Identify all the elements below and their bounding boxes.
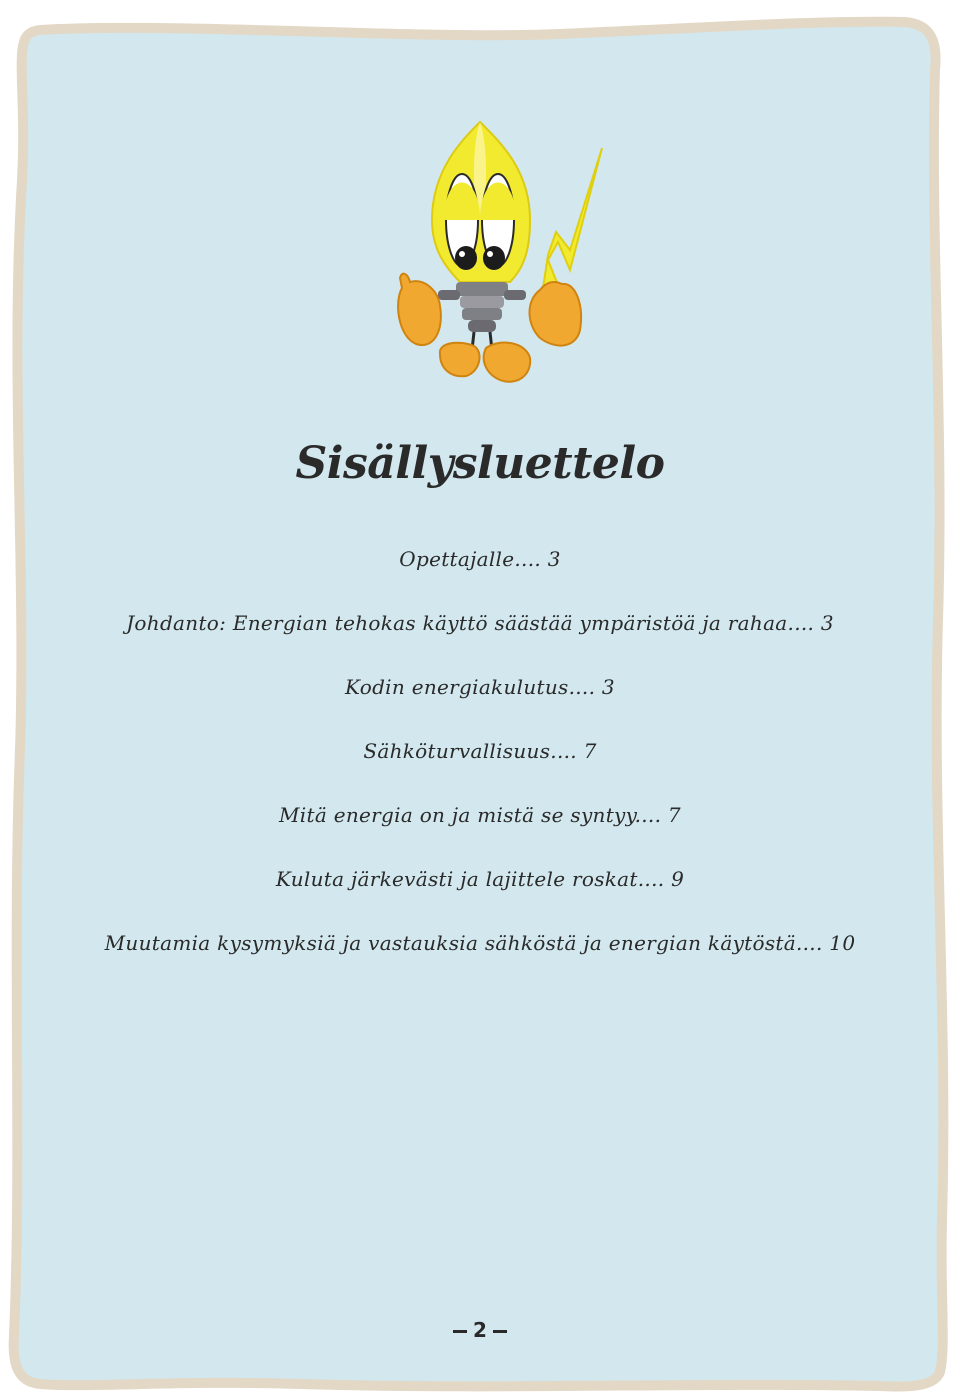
toc-item[interactable] <box>0 799 960 863</box>
page-title: Sisällysluettelo <box>295 438 665 489</box>
toc-item[interactable] <box>0 671 960 735</box>
toc-item-page: 7 <box>583 739 597 763</box>
dash-right-icon <box>493 1330 507 1333</box>
toc-item-dots: .... <box>550 739 577 763</box>
toc-item-label: Muutamia kysymyksiä ja vastauksia sähköstä ja energian käytöstä <box>104 931 796 955</box>
toc-item-dots: .... <box>787 611 815 635</box>
toc-item-label: Johdanto: Energian tehokas käyttö säästää ympäristöä ja rahaa <box>126 611 788 635</box>
lightbulb-mascot-icon <box>380 110 620 410</box>
toc-item-label: Kodin energiakulutus <box>345 675 569 699</box>
toc-item[interactable] <box>0 863 960 927</box>
toc-item-dots: .... <box>568 675 596 699</box>
toc-item-page: 3 <box>820 611 834 635</box>
toc-item[interactable] <box>0 543 960 607</box>
page-number <box>0 1318 960 1342</box>
toc-item-page: 7 <box>667 803 681 827</box>
toc-item-label: Sähköturvallisuus <box>363 739 551 763</box>
toc-item-page: 3 <box>547 547 561 571</box>
toc-item-page: 3 <box>601 675 615 699</box>
toc-item-page: 10 <box>829 931 856 955</box>
toc-item-dots: .... <box>514 547 542 571</box>
toc-item-label: Opettajalle <box>399 547 515 571</box>
toc-item-label: Mitä energia on ja mistä se syntyy <box>279 803 635 827</box>
toc-item[interactable] <box>0 927 960 991</box>
table-of-contents <box>0 543 960 991</box>
toc-item-dots: .... <box>634 803 662 827</box>
dash-left-icon <box>453 1330 467 1333</box>
toc-item-label: Kuluta järkevästi ja lajittele roskat <box>275 867 638 891</box>
toc-item-dots: .... <box>795 931 823 955</box>
toc-item-dots: .... <box>637 867 665 891</box>
page-number-value: 2 <box>473 1318 487 1342</box>
toc-item[interactable] <box>0 735 960 799</box>
toc-item-page: 9 <box>671 867 685 891</box>
toc-item[interactable] <box>0 607 960 671</box>
